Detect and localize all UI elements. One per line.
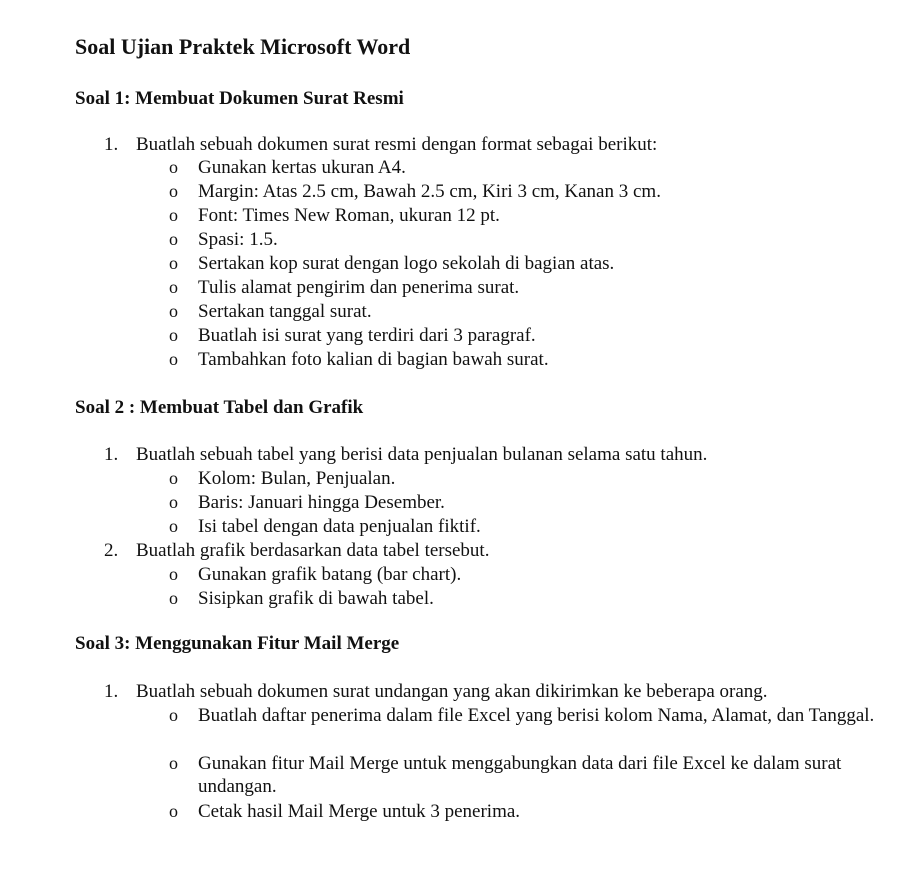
section-heading-soal-1: Soal 1: Membuat Dokumen Surat Resmi	[75, 88, 404, 109]
section-heading-soal-3: Soal 3: Menggunakan Fitur Mail Merge	[75, 633, 400, 654]
bullet-icon: o	[169, 468, 178, 488]
bullet-icon: o	[169, 349, 178, 369]
sub-item-text: Buatlah daftar penerima dalam file Excel yang berisi kolom Nama, Alamat, dan Tanggal.	[198, 705, 875, 726]
bullet-icon: o	[169, 588, 178, 608]
item-text: Buatlah sebuah dokumen surat resmi dengan format sebagai berikut:	[136, 134, 658, 155]
sub-item-text: Baris: Januari hingga Desember.	[198, 492, 445, 513]
sub-item-text: Tambahkan foto kalian di bagian bawah surat.	[198, 349, 549, 370]
sub-item-text: Spasi: 1.5.	[198, 229, 278, 250]
sub-item-text: Kolom: Bulan, Penjualan.	[198, 468, 396, 489]
sub-item-text: Gunakan kertas ukuran A4.	[198, 157, 406, 178]
item-number: 1.	[104, 134, 119, 155]
item-text: Buatlah sebuah dokumen surat undangan yang akan dikirimkan ke beberapa orang.	[136, 681, 768, 702]
bullet-icon: o	[169, 181, 178, 201]
sub-item-text: Sisipkan grafik di bawah tabel.	[198, 588, 434, 609]
sub-item-text: Gunakan grafik batang (bar chart).	[198, 564, 462, 585]
item-text: Buatlah sebuah tabel yang berisi data penjualan bulanan selama satu tahun.	[136, 444, 708, 465]
bullet-icon: o	[169, 229, 178, 249]
item-number: 1.	[104, 681, 119, 702]
sub-item-text: Cetak hasil Mail Merge untuk 3 penerima.	[198, 801, 521, 822]
item-number: 2.	[104, 540, 119, 561]
sub-item-text: Buatlah isi surat yang terdiri dari 3 paragraf.	[198, 325, 536, 346]
bullet-icon: o	[169, 325, 178, 345]
bullet-icon: o	[169, 516, 178, 536]
section-heading-soal-2: Soal 2 : Membuat Tabel dan Grafik	[75, 397, 364, 418]
sub-item-text: Sertakan kop surat dengan logo sekolah di bagian atas.	[198, 253, 615, 274]
bullet-icon: o	[169, 253, 178, 273]
sub-item-text: Isi tabel dengan data penjualan fiktif.	[198, 516, 481, 537]
document-title: Soal Ujian Praktek Microsoft Word	[75, 34, 411, 59]
bullet-icon: o	[169, 301, 178, 321]
bullet-icon: o	[169, 564, 178, 584]
sub-item-text: Sertakan tanggal surat.	[198, 301, 372, 322]
bullet-icon: o	[169, 157, 178, 177]
sub-item-text: Gunakan fitur Mail Merge untuk menggabungkan data dari file Excel ke dalam surat undangan.	[198, 753, 842, 797]
bullet-icon: o	[169, 753, 178, 773]
bullet-icon: o	[169, 492, 178, 512]
item-number: 1.	[104, 444, 119, 465]
sub-item-text: Tulis alamat pengirim dan penerima surat.	[198, 277, 520, 298]
bullet-icon: o	[169, 705, 178, 725]
bullet-icon: o	[169, 277, 178, 297]
bullet-icon: o	[169, 205, 178, 225]
bullet-icon: o	[169, 801, 178, 821]
sub-item-text: Margin: Atas 2.5 cm, Bawah 2.5 cm, Kiri 3 cm, Kanan 3 cm.	[198, 181, 661, 202]
item-text: Buatlah grafik berdasarkan data tabel tersebut.	[136, 540, 490, 561]
sub-item-text: Font: Times New Roman, ukuran 12 pt.	[198, 205, 500, 226]
